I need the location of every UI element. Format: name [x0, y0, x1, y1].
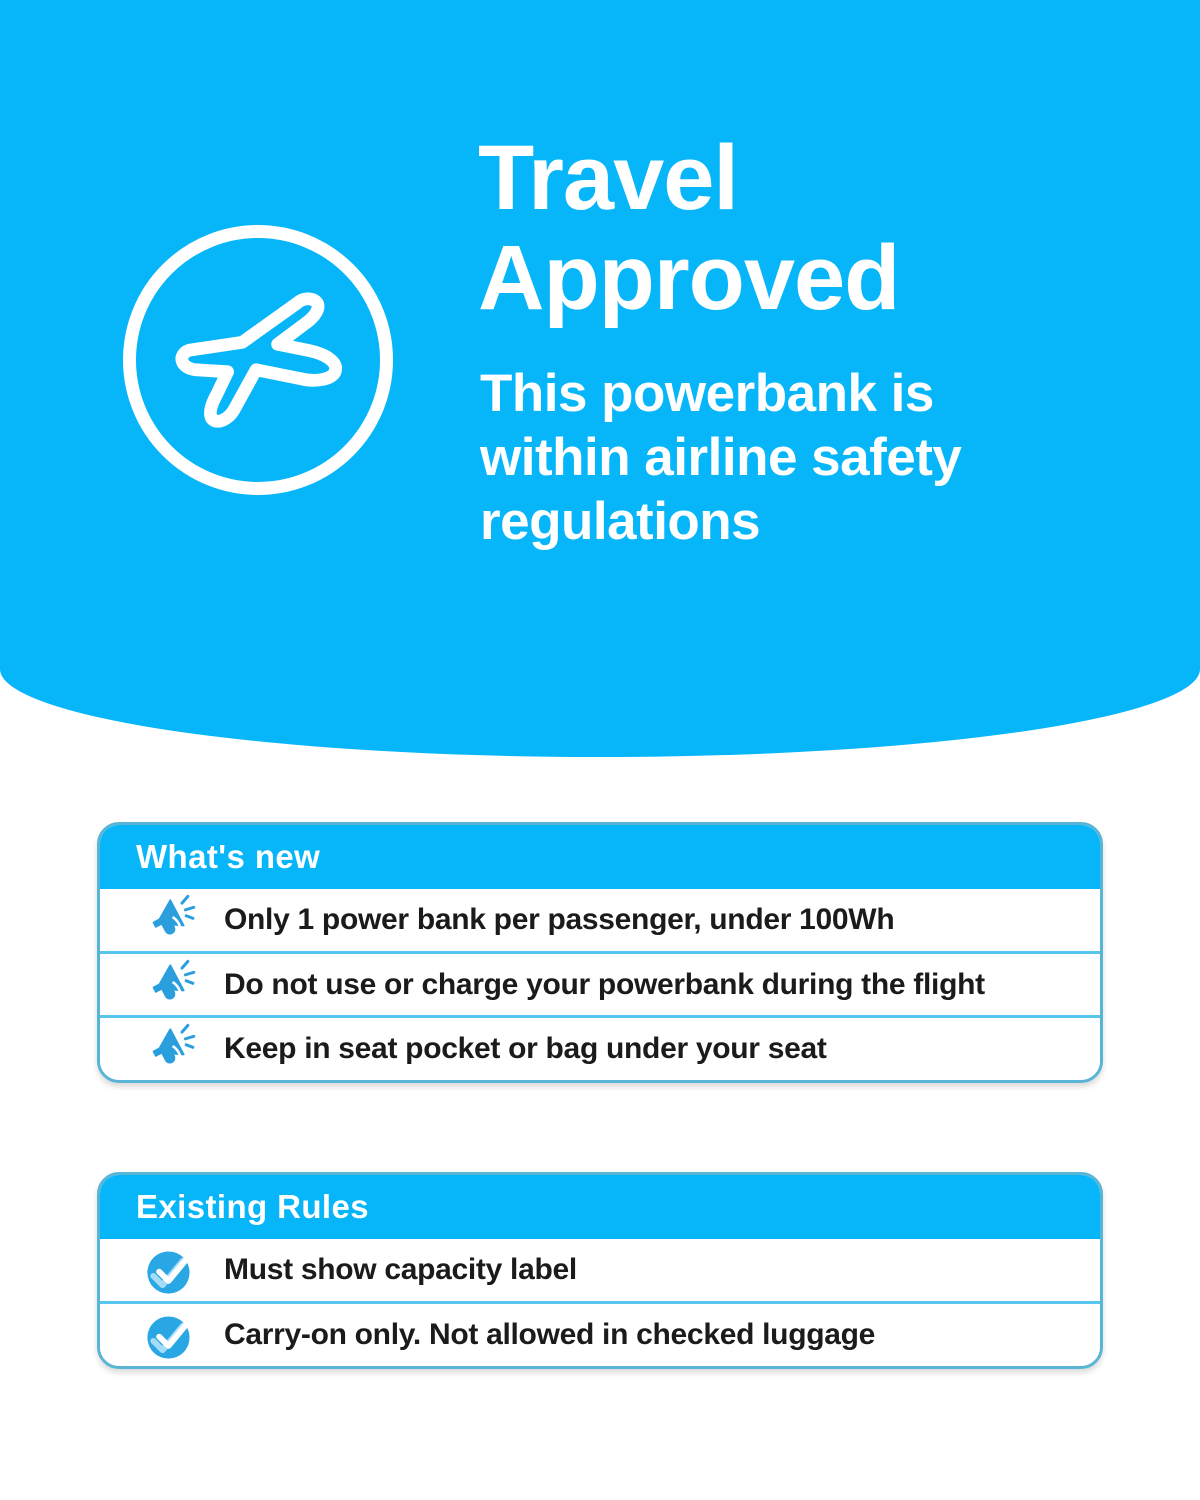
airplane-icon [160, 260, 356, 461]
hero-subtitle [480, 362, 961, 554]
double-check-icon [144, 1243, 198, 1297]
hero-title-line1: Travel [478, 127, 738, 229]
list-item [100, 1015, 1100, 1080]
list-item-text: Keep in seat pocket or bag under your seat [224, 1032, 827, 1066]
megaphone-icon [144, 893, 198, 947]
existing-rules-header [100, 1175, 1100, 1239]
existing-rules-card [97, 1172, 1103, 1369]
hero-title [478, 128, 899, 328]
list-item [100, 1301, 1100, 1366]
existing-rules-title: Existing Rules [136, 1188, 369, 1225]
hero-title-line2: Approved [478, 227, 900, 329]
double-check-icon [144, 1308, 198, 1362]
hero-subtitle-line1: This powerbank is [480, 364, 934, 423]
hero-subtitle-line2: within airline safety [480, 428, 962, 487]
megaphone-icon [144, 1022, 198, 1076]
list-item [100, 889, 1100, 951]
whats-new-header [100, 825, 1100, 889]
whats-new-card [97, 822, 1103, 1083]
list-item-text: Do not use or charge your powerbank during the flight [224, 967, 985, 1001]
list-item-text: Carry-on only. Not allowed in checked luggage [224, 1318, 876, 1351]
hero-subtitle-line3: regulations [480, 492, 761, 551]
megaphone-icon [144, 958, 198, 1012]
whats-new-title: What's new [136, 838, 321, 875]
list-item [100, 951, 1100, 1016]
list-item-text: Only 1 power bank per passenger, under 100Wh [224, 902, 895, 936]
list-item [100, 1239, 1100, 1301]
airplane-circle-badge [123, 225, 393, 495]
list-item-text: Must show capacity label [224, 1253, 577, 1286]
